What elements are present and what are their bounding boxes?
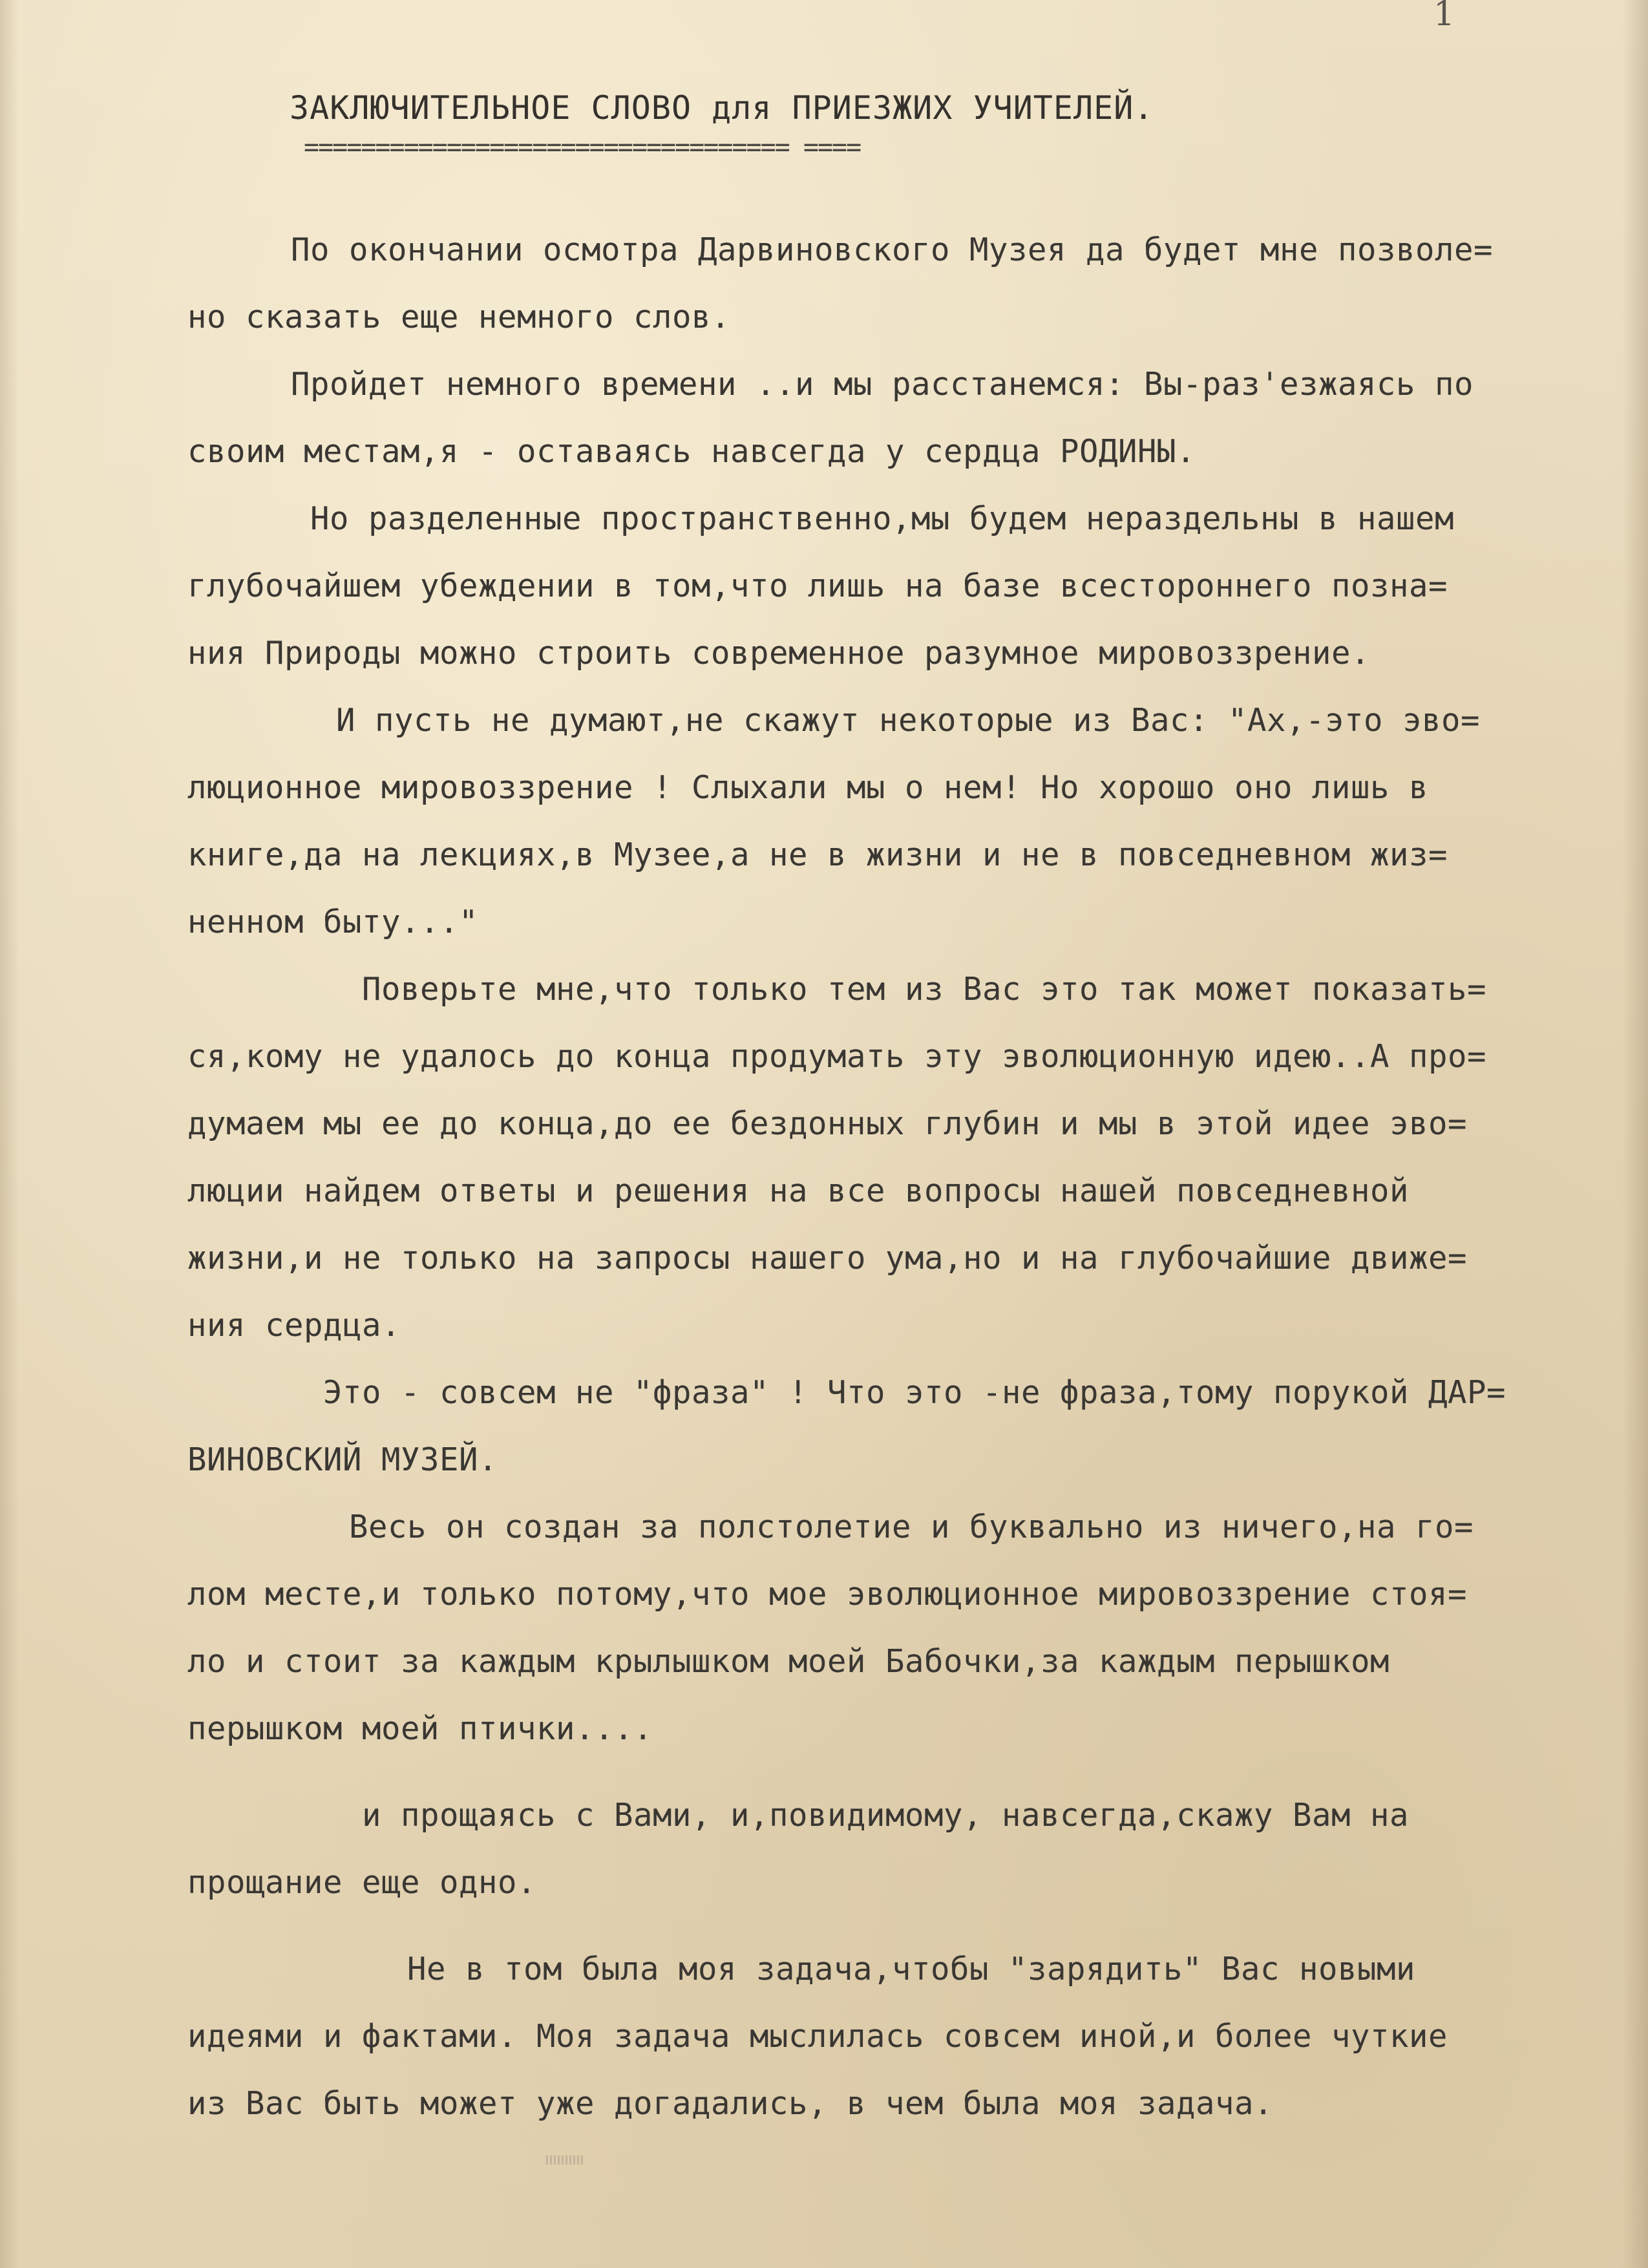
text-line: И пусть не думают,не скажут некоторые из Вас: "Ах,-это эво= — [336, 702, 1481, 739]
text-line: жизни,и не только на запросы нашего ума,но и на глубочайшие движе= — [187, 1240, 1468, 1277]
text-line: но сказать еще немного слов. — [187, 299, 731, 335]
text-line: Это - совсем не "фраза" ! Что это -не фраза,тому порукой ДАР= — [323, 1374, 1506, 1411]
page-number: 1 — [1433, 0, 1455, 34]
text-line: лом месте,и только потому,что мое эволюционное мировоззрение стоя= — [187, 1576, 1468, 1613]
document-title: ЗАКЛЮЧИТЕЛЬНОЕ СЛОВО для ПРИЕЗЖИХ УЧИТЕЛЕЙ. — [290, 89, 1154, 127]
text-line: глубочайшем убеждении в том,что лишь на базе всестороннего позна= — [187, 567, 1448, 604]
text-line: Поверьте мне,что только тем из Вас это так может показать= — [362, 971, 1487, 1008]
text-line: идеями и фактами. Моя задача мыслилась совсем иной,и более чуткие — [187, 2018, 1448, 2055]
text-line: книге,да на лекциях,в Музее,а не в жизни и не в повседневном жиз= — [187, 836, 1448, 873]
paragraph-gap — [187, 1916, 1609, 1936]
paper-edge-left — [0, 0, 19, 2268]
text-line: своим местам,я - оставаясь навсегда у сердца РОДИНЫ. — [187, 433, 1196, 470]
text-line: Не в том была моя задача,чтобы "зарядить" Вас новыми — [407, 1951, 1416, 1987]
text-line: ненном быту..." — [187, 904, 479, 940]
paper-edge-right — [1622, 0, 1648, 2268]
text-line: Весь он создан за полстолетие и буквально из ничего,на го= — [349, 1509, 1474, 1545]
paragraph-gap — [187, 1763, 1609, 1782]
text-line: люционное мировоззрение ! Слыхали мы о нем! Но хорошо оно лишь в — [187, 769, 1429, 806]
text-line: люции найдем ответы и решения на все вопросы нашей повседневной — [187, 1172, 1410, 1209]
title-underline: ================================== ==== — [304, 132, 861, 162]
body-text — [187, 217, 1609, 2137]
text-line: прощание еще одно. — [187, 1864, 537, 1901]
text-line: ВИНОВСКИЙ МУЗЕЙ. — [187, 1441, 498, 1478]
text-line: Пройдет немного времени ..и мы расстанемся: Вы-раз'езжаясь по — [291, 366, 1474, 403]
text-line: По окончании осмотра Дарвиновского Музея да будет мне позволе= — [291, 231, 1494, 268]
text-line: из Вас быть может уже догадались, в чем была моя задача. — [187, 2085, 1274, 2122]
pencil-mark — [546, 2156, 585, 2165]
text-line: думаем мы ее до конца,до ее бездонных глубин и мы в этой идее эво= — [187, 1105, 1468, 1142]
text-line: и прощаясь с Вами, и,повидимому, навсегда,скажу Вам на — [362, 1797, 1410, 1834]
text-line: ния сердца. — [187, 1307, 401, 1344]
text-line: ся,кому не удалось до конца продумать эту эволюционную идею..А про= — [187, 1038, 1487, 1075]
text-line: Но разделенные пространственно,мы будем нераздельны в нашем — [310, 500, 1455, 537]
text-line: ния Природы можно строить современное разумное мировоззрение. — [187, 635, 1371, 672]
text-line: перышком моей птички.... — [187, 1710, 653, 1747]
text-line: ло и стоит за каждым крылышком моей Бабочки,за каждым перышком — [187, 1643, 1390, 1680]
